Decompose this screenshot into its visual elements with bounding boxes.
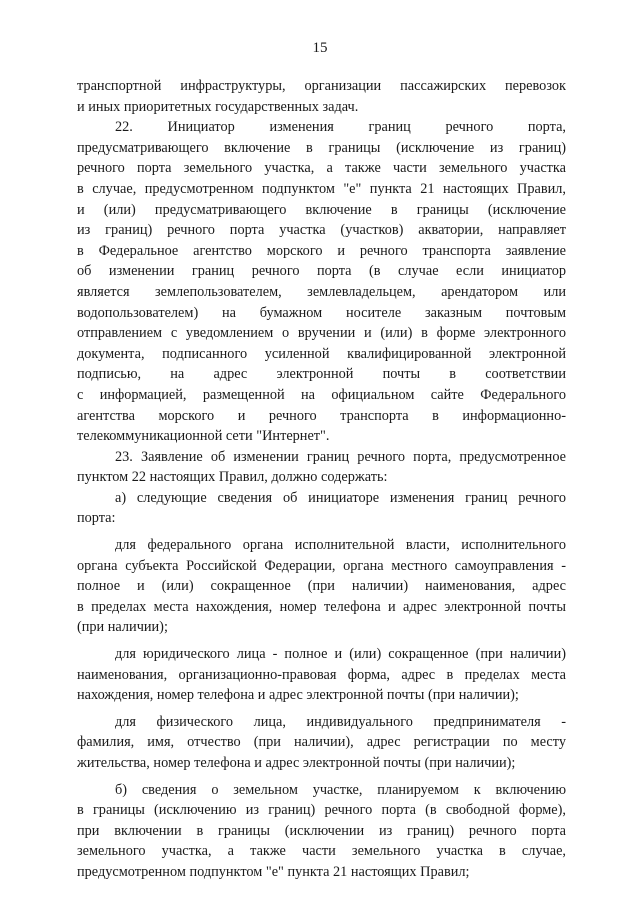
text-line: из границ) речного порта участка (участков) акватории, направляет	[77, 222, 566, 239]
text-line: речного порта земельного участка, а также части земельного участка	[77, 160, 566, 177]
text-line: для юридического лица - полное и (или) сокращенное (при наличии)	[115, 646, 566, 663]
text-line: органа субъекта Российской Федерации, органа местного самоуправления -	[77, 557, 566, 574]
text-line: (при наличии);	[77, 619, 168, 636]
text-line: предусматривающего включение в границы (исключение из границ)	[77, 139, 566, 156]
text-line: в границы (исключению из границ) речного порта (в свободной форме),	[77, 802, 566, 819]
text-line: предусмотренном подпунктом "е" пункта 21 настоящих Правил;	[77, 863, 470, 880]
text-line: телекоммуникационной сети "Интернет".	[77, 428, 330, 445]
text-line: об изменении границ речного порта (в случае если инициатор	[77, 263, 566, 280]
paragraph-p-23a	[77, 488, 566, 529]
text-line: транспортной инфраструктуры, организации пассажирских перевозок	[77, 78, 566, 94]
document-body	[77, 76, 566, 883]
text-line: полное и (или) сокращенное (при наличии) наименования, адрес	[77, 578, 566, 595]
text-line: земельного участка, а также части земельного участка в случае,	[77, 843, 566, 860]
text-line: порта:	[77, 510, 116, 527]
text-line: в случае, предусмотренном подпунктом "е" пункта 21 настоящих Правил,	[77, 180, 566, 197]
text-line: подписью, на адрес электронной почты в соответствии	[77, 366, 566, 383]
paragraph-p-23a-individual	[77, 712, 566, 774]
text-line: с информацией, размещенной на официальном сайте Федерального	[77, 386, 566, 403]
text-line: при включении в границы (исключении из границ) речного порта	[77, 822, 566, 839]
text-line: водопользователем) на бумажном носителе заказным почтовым	[77, 304, 566, 321]
text-line: жительства, номер телефона и адрес электронной почты (при наличии);	[77, 755, 516, 771]
text-line: отправлением с уведомлением о вручении и (или) в форме электронного	[77, 325, 566, 342]
text-line: для физического лица, индивидуального предпринимателя -	[115, 713, 566, 730]
text-line: нахождения, номер телефона и адрес электронной почты (при наличии);	[77, 687, 519, 704]
paragraph-p-23	[77, 447, 566, 488]
text-line: документа, подписанного усиленной квалифицированной электронной	[77, 345, 566, 362]
text-line: 23. Заявление об изменении границ речного порта, предусмотренное	[115, 448, 566, 465]
text-line: 22. Инициатор изменения границ речного порта,	[115, 119, 566, 136]
text-line: наименования, организационно-правовая форма, адрес в пределах места	[77, 666, 566, 683]
text-line: а) следующие сведения об инициаторе изменения границ речного	[115, 489, 566, 506]
text-line: фамилия, имя, отчество (при наличии), адрес регистрации по месту	[77, 734, 566, 751]
text-line: б) сведения о земельном участке, планируемом к включению	[115, 781, 566, 798]
text-line: для федерального органа исполнительной власти, исполнительного	[115, 537, 566, 554]
paragraph-p-continuation	[77, 76, 566, 117]
text-line: и (или) предусматривающего включение в границы (исключение	[77, 201, 566, 218]
text-line: пунктом 22 настоящих Правил, должно содержать:	[77, 469, 388, 486]
text-line: и иных приоритетных государственных задач.	[77, 98, 359, 115]
paragraph-p-22	[77, 117, 566, 447]
text-line: агентства морского и речного транспорта в информационно-	[77, 407, 566, 424]
text-line: является землепользователем, землевладельцем, арендатором или	[77, 283, 566, 300]
paragraph-p-23b	[77, 780, 566, 883]
text-line: в Федеральное агентство морского и речного транспорта заявление	[77, 242, 566, 259]
page-number: 15	[312, 40, 328, 56]
text-line: в пределах места нахождения, номер телефона и адрес электронной почты	[77, 598, 566, 615]
paragraph-p-23a-legal	[77, 644, 566, 706]
paragraph-p-23a-federal	[77, 535, 566, 638]
